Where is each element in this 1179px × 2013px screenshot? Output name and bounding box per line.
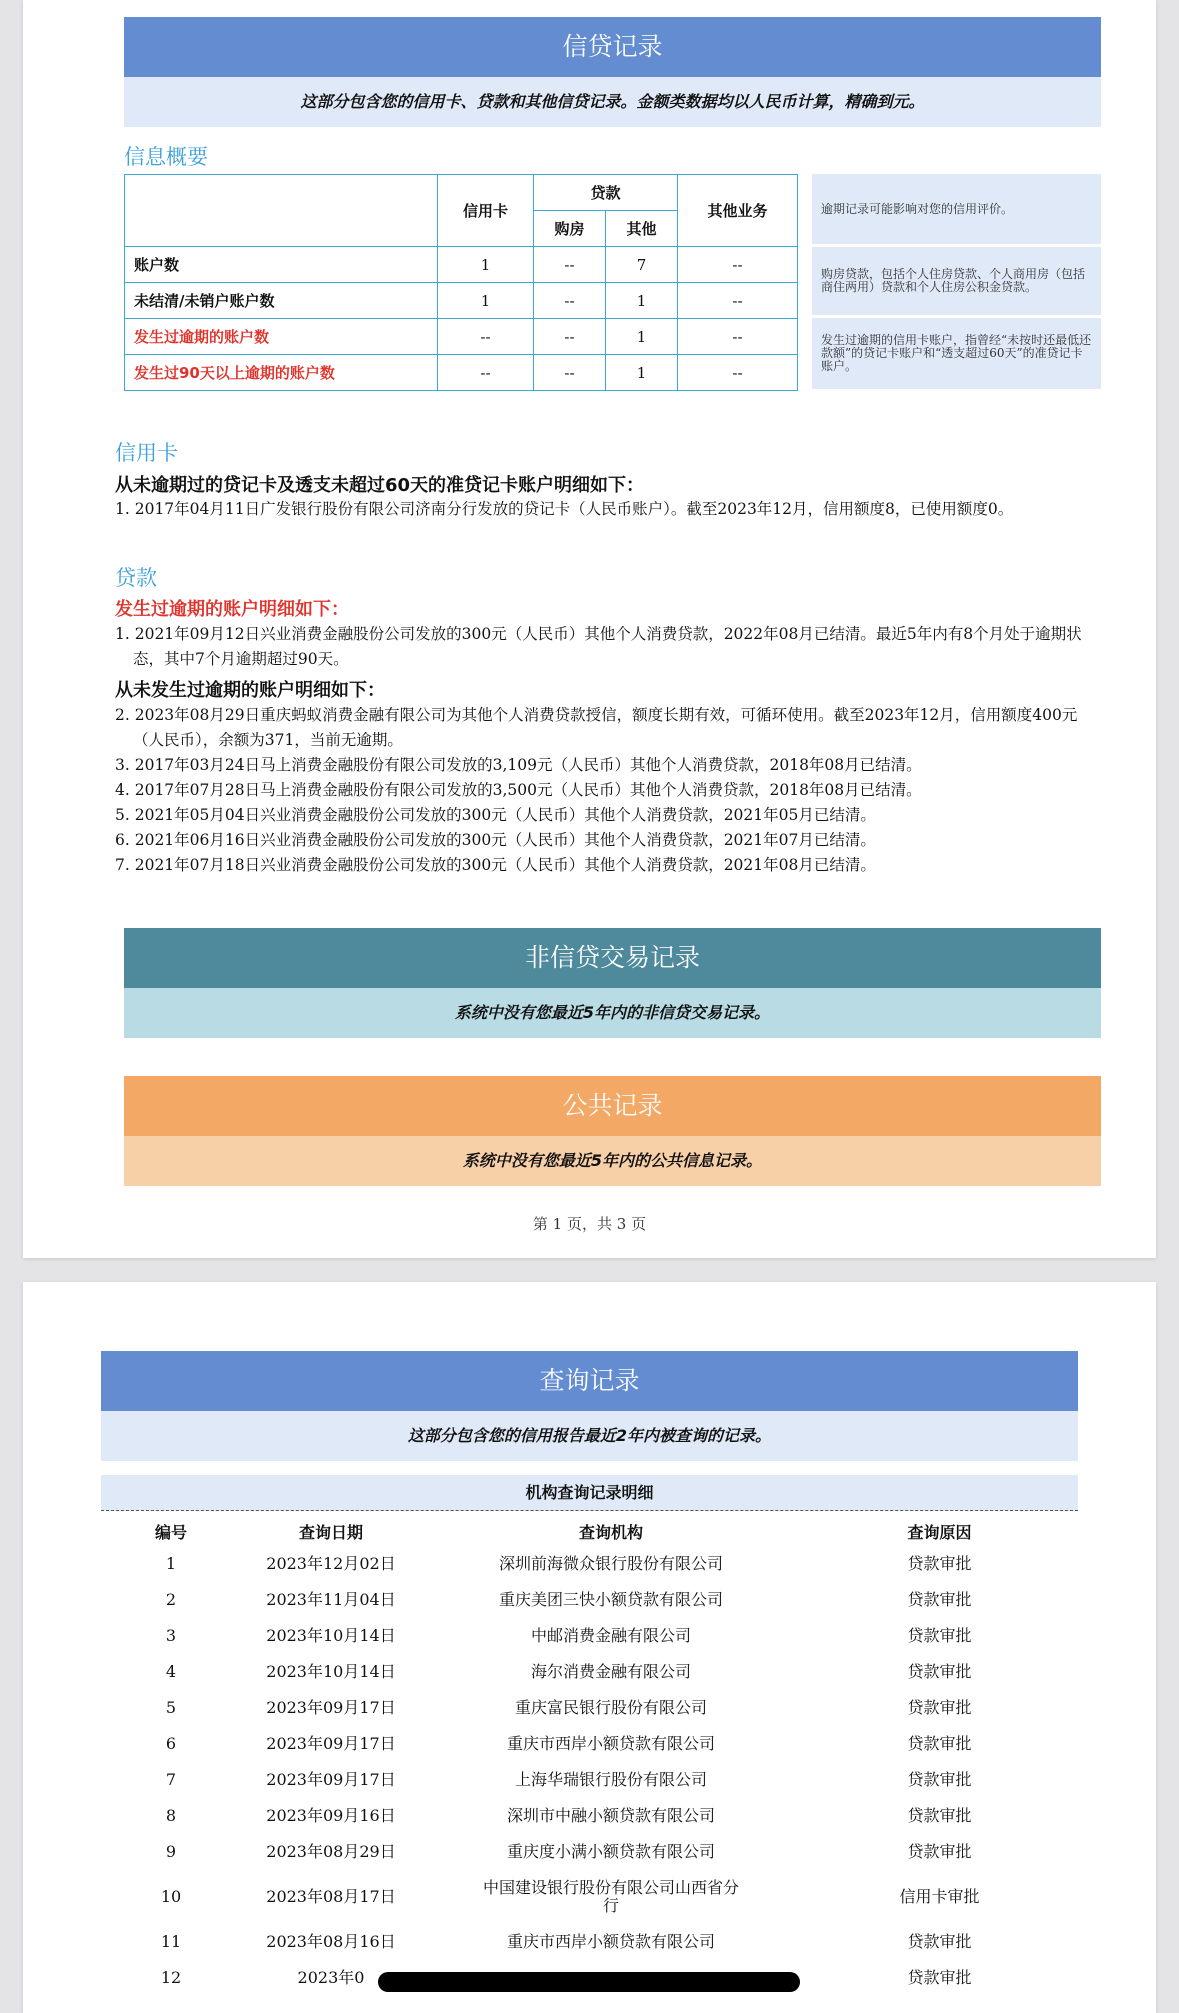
- table-row: [101, 1582, 1078, 1618]
- cell-date: 2023年09月16日: [266, 1806, 396, 1825]
- cell-number: 7: [165, 1770, 177, 1789]
- table-row: [101, 1618, 1078, 1654]
- table-row: [101, 1834, 1078, 1870]
- loan-heading: 贷款: [115, 566, 157, 590]
- cell-number: 4: [165, 1662, 177, 1681]
- cell-reason: 贷款审批: [907, 1662, 972, 1681]
- cell-number: 6: [165, 1734, 177, 1753]
- cell-date: 2023年08月29日: [266, 1842, 396, 1861]
- loan-overdue-heading: 发生过逾期的账户明细如下：: [115, 599, 349, 620]
- cell-value: --: [678, 283, 798, 319]
- table-row: [101, 1762, 1078, 1798]
- cell-value: 1: [438, 283, 534, 319]
- header-other: 其他: [606, 211, 678, 247]
- query-record-subtitle: 这部分包含您的信用报告最近2年内被查询的记录。: [101, 1411, 1078, 1461]
- credit-record-title: 信贷记录: [124, 17, 1101, 77]
- cell-institution: 重庆度小满小额贷款有限公司: [506, 1842, 715, 1861]
- cell-date: 2023年0: [297, 1968, 365, 1987]
- loan-normal-heading: 从未发生过逾期的账户明细如下：: [115, 680, 385, 701]
- header-other-business: 其他业务: [678, 175, 798, 247]
- summary-row: [125, 355, 798, 391]
- cell-value: --: [438, 319, 534, 355]
- cell-reason: 贷款审批: [907, 1968, 972, 1987]
- row-label: 发生过逾期的账户数: [125, 319, 438, 355]
- cell-value: --: [678, 355, 798, 391]
- cell-date: 2023年09月17日: [266, 1698, 396, 1717]
- summary-row: [125, 247, 798, 283]
- cell-number: 5: [165, 1698, 177, 1717]
- cell-institution: 重庆美团三快小额贷款有限公司: [498, 1590, 723, 1609]
- table-row: [101, 1798, 1078, 1834]
- cell-date: 2023年08月17日: [266, 1887, 396, 1906]
- non-credit-subtitle: 系统中没有您最近5年内的非信贷交易记录。: [124, 988, 1101, 1038]
- cell-institution: 深圳市中融小额贷款有限公司: [506, 1806, 715, 1825]
- redaction-bar: [378, 1972, 800, 1992]
- non-credit-title: 非信贷交易记录: [124, 928, 1101, 988]
- cell-institution: 重庆富民银行股份有限公司: [514, 1698, 707, 1717]
- cell-value: 1: [606, 319, 678, 355]
- credit-card-subheading: 从未逾期过的贷记卡及透支未超过60天的准贷记卡账户明细如下：: [115, 475, 645, 496]
- cell-date: 2023年09月17日: [266, 1770, 396, 1789]
- credit-record-subtitle: 这部分包含您的信用卡、贷款和其他信贷记录。金额类数据均以人民币计算，精确到元。: [124, 77, 1101, 127]
- header-loan: 贷款: [534, 175, 678, 211]
- cell-date: 2023年11月04日: [266, 1590, 396, 1609]
- cell-reason: 贷款审批: [907, 1734, 972, 1753]
- query-table: [101, 1516, 1078, 1996]
- credit-card-list: [115, 497, 1105, 522]
- loan-normal-list: [115, 703, 1105, 878]
- header-number: 编号: [154, 1522, 187, 1542]
- cell-date: 2023年10月14日: [266, 1626, 396, 1645]
- list-item: 6. 2021年06月16日兴业消费金融股份公司发放的300元（人民币）其他个人消费贷款，2021年07月已结清。: [115, 831, 876, 849]
- cell-institution: 深圳前海微众银行股份有限公司: [498, 1554, 723, 1573]
- cell-reason: 贷款审批: [907, 1554, 972, 1573]
- cell-institution: 中国建设银行股份有限公司山西省分行: [482, 1878, 739, 1915]
- loan-overdue-list: [115, 622, 1105, 672]
- cell-reason: 贷款审批: [907, 1590, 972, 1609]
- cell-reason: 贷款审批: [907, 1698, 972, 1717]
- cell-institution: 重庆市西岸小额贷款有限公司: [506, 1734, 715, 1753]
- note-overdue-card: 发生过逾期的信用卡账户，指曾经“未按时还最低还款额”的贷记卡账户和“透支超过60天”的准贷记卡账户。: [812, 318, 1101, 389]
- cell-date: 2023年12月02日: [266, 1554, 396, 1573]
- query-table-body: [101, 1546, 1078, 1996]
- list-item: 5. 2021年05月04日兴业消费金融股份公司发放的300元（人民币）其他个人消费贷款，2021年05月已结清。: [115, 806, 876, 824]
- list-item: 3. 2017年03月24日马上消费金融股份有限公司发放的3,109元（人民币）其他个人消费贷款，2018年08月已结清。: [115, 756, 922, 774]
- row-label: 未结清/未销户账户数: [125, 283, 438, 319]
- summary-corner-cell: [125, 175, 438, 247]
- cell-reason: 贷款审批: [907, 1842, 972, 1861]
- cell-value: --: [534, 355, 606, 391]
- header-date: 查询日期: [298, 1522, 363, 1542]
- credit-card-heading: 信用卡: [115, 441, 178, 465]
- cell-value: --: [534, 247, 606, 283]
- summary-row: [125, 283, 798, 319]
- cell-number: 3: [165, 1626, 177, 1645]
- cell-value: 1: [438, 247, 534, 283]
- summary-heading: 信息概要: [124, 145, 208, 169]
- table-row: [101, 1870, 1078, 1924]
- cell-value: 1: [606, 355, 678, 391]
- cell-reason: 贷款审批: [907, 1806, 972, 1825]
- summary-table: [124, 174, 798, 391]
- cell-value: --: [534, 283, 606, 319]
- public-record-subtitle: 系统中没有您最近5年内的公共信息记录。: [124, 1136, 1101, 1186]
- cell-date: 2023年10月14日: [266, 1662, 396, 1681]
- header-reason: 查询原因: [907, 1522, 972, 1542]
- cell-institution: 中邮消费金融有限公司: [530, 1626, 691, 1645]
- table-row: [101, 1654, 1078, 1690]
- public-record-title: 公共记录: [124, 1076, 1101, 1136]
- note-overdue-impact: 逾期记录可能影响对您的信用评价。: [812, 174, 1101, 244]
- list-item: 1. 2017年04月11日广发银行股份有限公司济南分行发放的贷记卡（人民币账户）。截至2023年12月，信用额度8，已使用额度0。: [115, 500, 1014, 518]
- cell-value: 7: [606, 247, 678, 283]
- table-row: [101, 1546, 1078, 1582]
- cell-institution: 重庆市西岸小额贷款有限公司: [506, 1932, 715, 1951]
- note-housing-loan: 购房贷款，包括个人住房贷款、个人商用房（包括商住两用）贷款和个人住房公积金贷款。: [812, 247, 1101, 315]
- summary-row: [125, 319, 798, 355]
- cell-reason: 贷款审批: [907, 1626, 972, 1645]
- cell-number: 11: [160, 1932, 182, 1951]
- cell-number: 2: [165, 1590, 177, 1609]
- table-row: [101, 1924, 1078, 1960]
- list-item: 1. 2021年09月12日兴业消费金融股份公司发放的300元（人民币）其他个人消费贷款，2022年08月已结清。最近5年内有8个月处于逾期状态，其中7个月逾期超过90天。: [115, 625, 1082, 668]
- table-row: [101, 1726, 1078, 1762]
- header-institution: 查询机构: [578, 1522, 643, 1542]
- cell-number: 10: [160, 1887, 182, 1906]
- cell-institution: 上海华瑞银行股份有限公司: [514, 1770, 707, 1789]
- cell-reason: 贷款审批: [907, 1770, 972, 1789]
- cell-number: 12: [160, 1968, 182, 1987]
- cell-value: --: [678, 319, 798, 355]
- header-housing: 购房: [534, 211, 606, 247]
- list-item: 7. 2021年07月18日兴业消费金融股份公司发放的300元（人民币）其他个人消费贷款，2021年08月已结清。: [115, 856, 876, 874]
- table-row: [101, 1690, 1078, 1726]
- header-credit-card: 信用卡: [438, 175, 534, 247]
- query-record-title: 查询记录: [101, 1351, 1078, 1411]
- row-label: 账户数: [125, 247, 438, 283]
- cell-number: 1: [165, 1554, 177, 1573]
- list-item: 2. 2023年08月29日重庆蚂蚁消费金融有限公司为其他个人消费贷款授信，额度长期有效，可循环使用。截至2023年12月，信用额度400元（人民币），余额为371，当前无逾期。: [115, 706, 1078, 749]
- cell-date: 2023年08月16日: [266, 1932, 396, 1951]
- cell-reason: 贷款审批: [907, 1932, 972, 1951]
- cell-institution: 海尔消费金融有限公司: [530, 1662, 691, 1681]
- report-page-1: [23, 0, 1156, 1258]
- cell-reason: 信用卡审批: [899, 1887, 980, 1906]
- cell-value: 1: [606, 283, 678, 319]
- row-label: 发生过90天以上逾期的账户数: [125, 355, 438, 391]
- query-table-title: 机构查询记录明细: [101, 1475, 1078, 1511]
- cell-date: 2023年09月17日: [266, 1734, 396, 1753]
- cell-value: --: [438, 355, 534, 391]
- cell-number: 8: [165, 1806, 177, 1825]
- cell-value: --: [678, 247, 798, 283]
- cell-value: --: [534, 319, 606, 355]
- cell-number: 9: [165, 1842, 177, 1861]
- page-indicator: 第 1 页，共 3 页: [532, 1215, 647, 1233]
- list-item: 4. 2017年07月28日马上消费金融股份有限公司发放的3,500元（人民币）其他个人消费贷款，2018年08月已结清。: [115, 781, 922, 799]
